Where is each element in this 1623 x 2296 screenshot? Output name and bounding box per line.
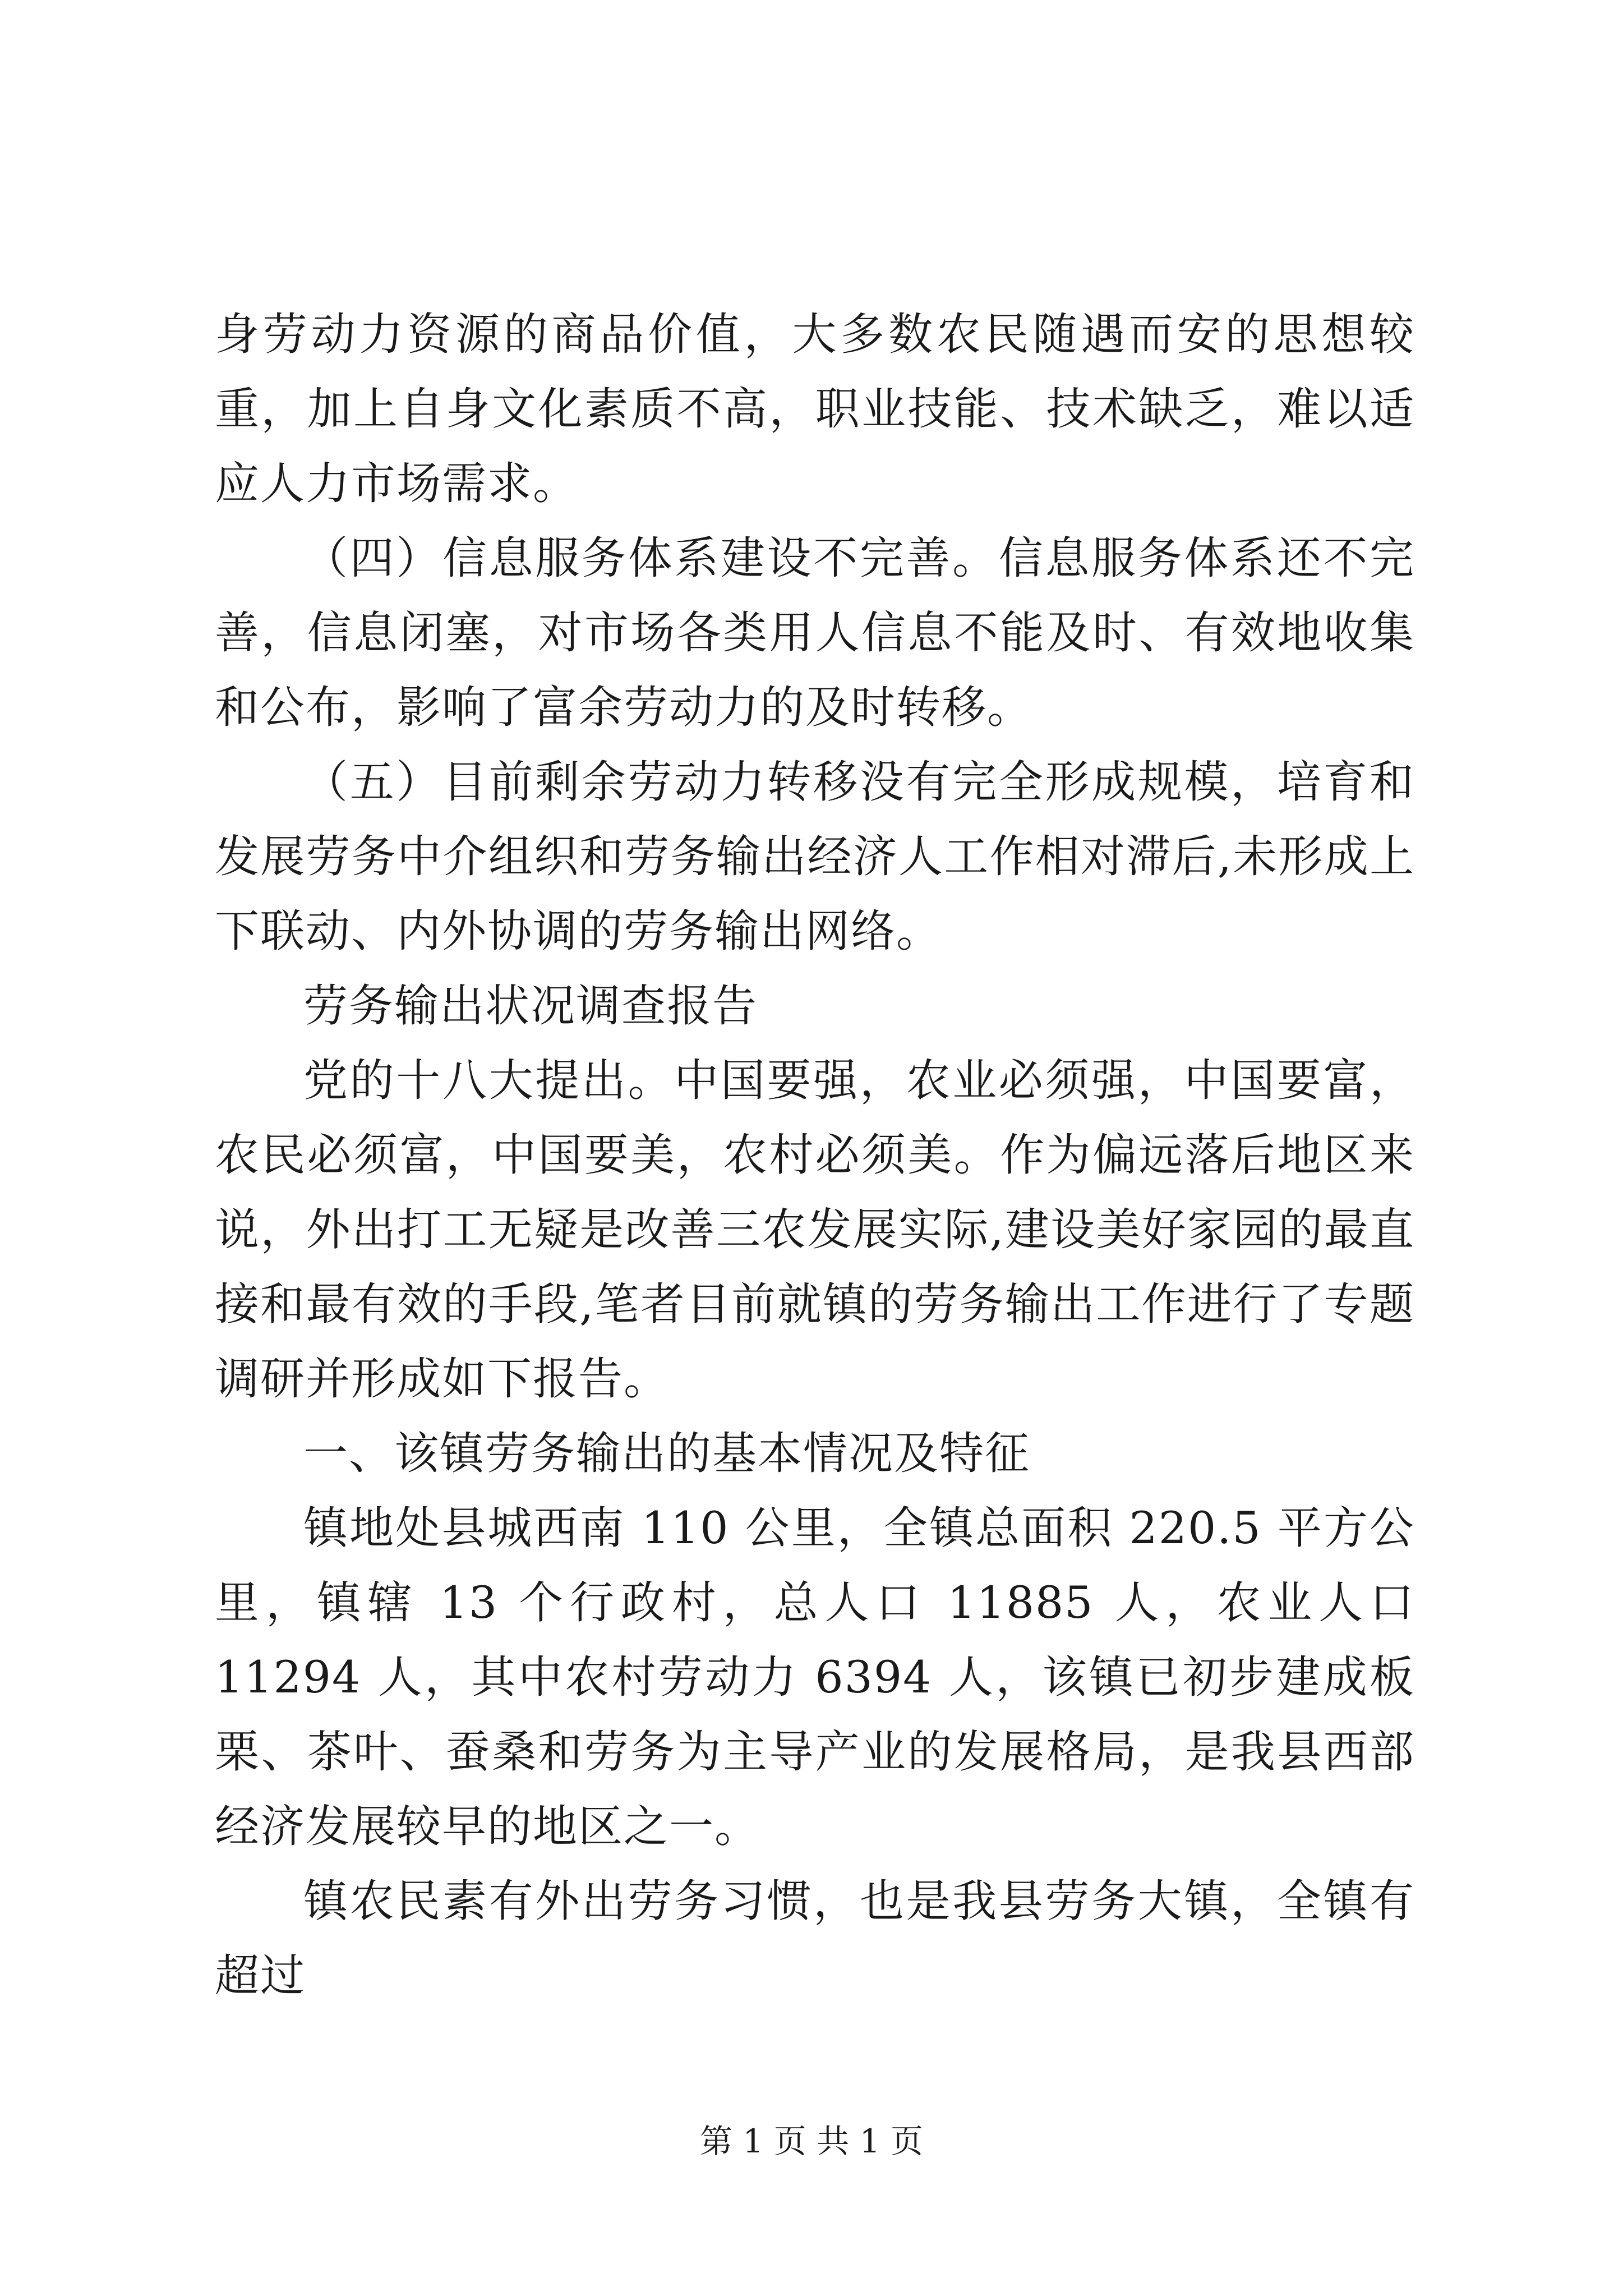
section-heading-1: 一、该镇劳务输出的基本情况及特征 <box>303 1428 1030 1479</box>
paragraph-7: 镇地处县城西南 110 公里，全镇总面积 220.5 平方公里，镇辖 13 个行政村，总人口 11885 人，农业人口 11294 人，其中农村劳动力 6394 人，该镇已初步建成板栗、茶叶、蚕桑和劳务为主导产业的发展格局，是我县西部经济发展较早的地区之一。 <box>215 1502 1415 1852</box>
report-title: 劳务输出状况调查报告 <box>303 980 758 1032</box>
paragraph-8: 镇农民素有外出劳务习惯，也是我县劳务大镇，全镇有超过 <box>215 1875 1415 2001</box>
page-footer: 第 1 页 共 1 页 <box>700 2122 923 2160</box>
document-body <box>215 297 1415 2013</box>
paragraph-1: 身劳动力资源的商品价值，大多数农民随遇而安的思想较重，加上自身文化素质不高，职业技能、技术缺乏，难以适应人力市场需求。 <box>215 309 1415 509</box>
paragraph-5: 党的十八大提出。中国要强，农业必须强，中国要富，农民必须富，中国要美，农村必须美。作为偏远落后地区来说，外出打工无疑是改善三农发展实际,建设美好家园的最直接和最有效的手段,笔者目前就镇的劳务输出工作进行了专题调研并形成如下报告。 <box>215 1055 1415 1405</box>
paragraph-3: （五）目前剩余劳动力转移没有完全形成规模，培育和发展劳务中介组织和劳务输出经济人工作相对滞后,未形成上下联动、内外协调的劳务输出网络。 <box>215 756 1415 957</box>
paragraph-2: （四）信息服务体系建设不完善。信息服务体系还不完善，信息闭塞，对市场各类用人信息不能及时、有效地收集和公布，影响了富余劳动力的及时转移。 <box>215 532 1415 733</box>
